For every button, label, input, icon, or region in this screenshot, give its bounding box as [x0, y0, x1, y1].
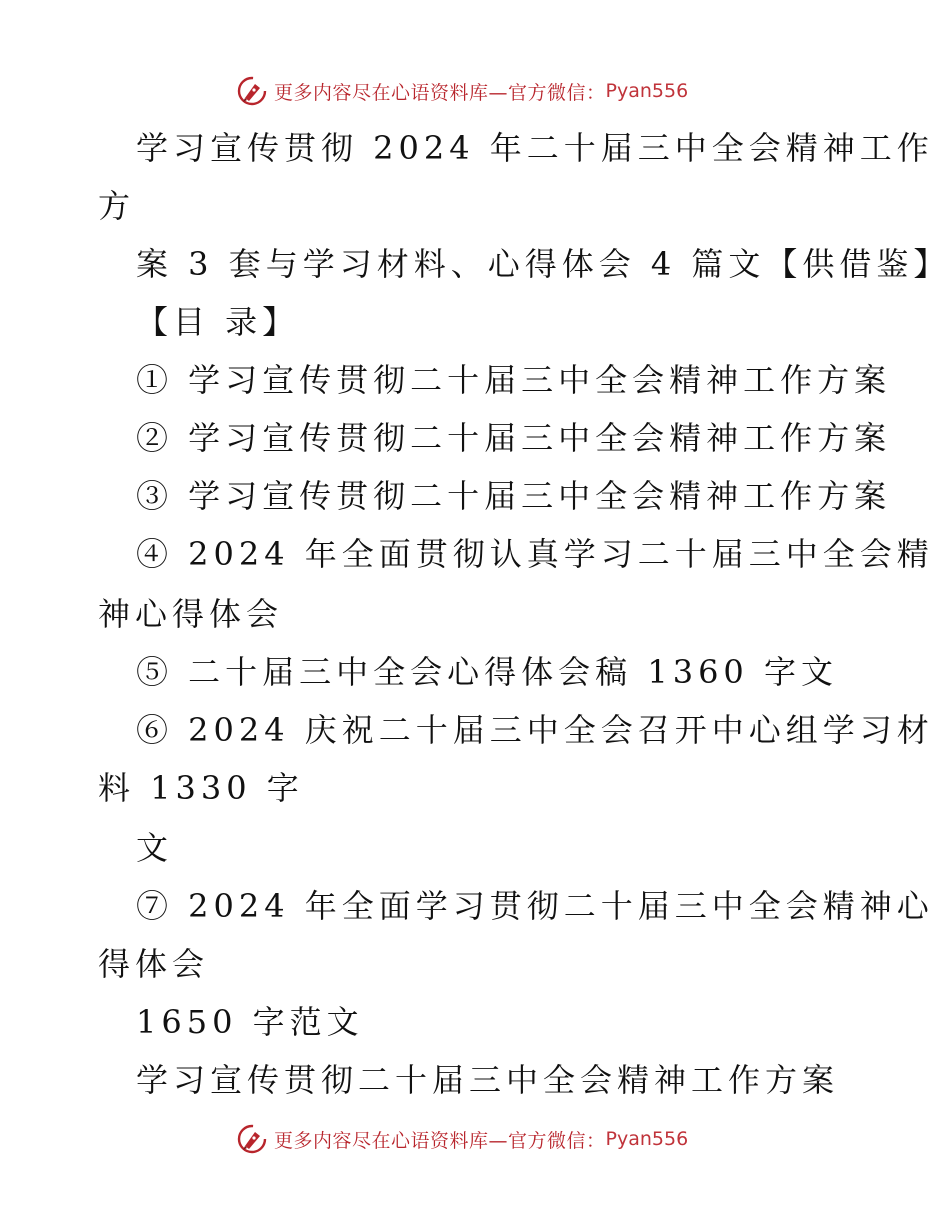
- watermark-account: Pyan556: [605, 1128, 689, 1150]
- watermark-text: 更多内容尽在心语资料库—官方微信：: [274, 1129, 606, 1152]
- watermark-banner-bottom: [236, 1122, 688, 1156]
- watermark-account: Pyan556: [605, 80, 689, 102]
- section-heading: 学习宣传贯彻二十届三中全会精神工作方案: [136, 1061, 840, 1099]
- toc-item-4-continued: 神心得体会: [98, 595, 284, 633]
- toc-item-7-continued: 得体会: [98, 945, 210, 983]
- toc-item-7-continued-2: 1650 字范文: [136, 1003, 364, 1041]
- toc-item-6-continued: 料 1330 字: [98, 769, 304, 807]
- toc-item-1: ① 学习宣传贯彻二十届三中全会精神工作方案: [136, 361, 892, 399]
- toc-item-2: ② 学习宣传贯彻二十届三中全会精神工作方案: [136, 419, 892, 457]
- watermark-banner-top: [236, 74, 688, 108]
- title-line-2: 方: [98, 187, 136, 225]
- toc-item-6-continued-2: 文: [136, 829, 174, 867]
- title-line-3: 案 3 套与学习材料、心得体会 4 篇文【供借鉴】: [136, 245, 950, 283]
- toc-item-6: ⑥ 2024 庆祝二十届三中全会召开中心组学习材: [136, 711, 934, 749]
- watermark-text: 更多内容尽在心语资料库—官方微信：: [274, 81, 606, 104]
- toc-item-4: ④ 2024 年全面贯彻认真学习二十届三中全会精: [136, 535, 934, 573]
- title-line-1: 学习宣传贯彻 2024 年二十届三中全会精神工作: [136, 129, 934, 167]
- pen-nib-circle-icon: [236, 1123, 268, 1155]
- toc-item-5: ⑤ 二十届三中全会心得体会稿 1360 字文: [136, 653, 838, 691]
- pen-nib-circle-icon: [236, 75, 268, 107]
- toc-item-7: ⑦ 2024 年全面学习贯彻二十届三中全会精神心: [136, 887, 934, 925]
- toc-item-3: ③ 学习宣传贯彻二十届三中全会精神工作方案: [136, 477, 892, 515]
- toc-heading: 【目 录】: [136, 303, 300, 341]
